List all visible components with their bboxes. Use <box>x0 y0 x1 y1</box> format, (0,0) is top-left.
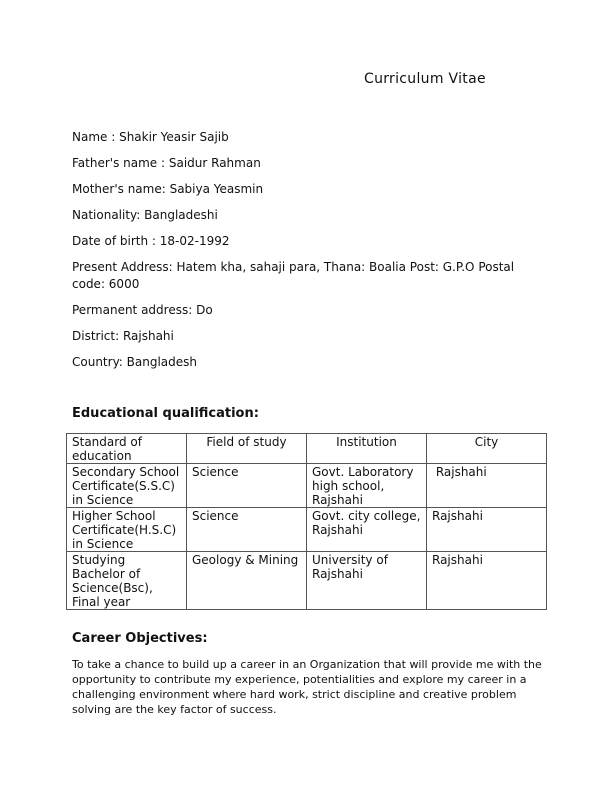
father-name-line: Father's name : Saidur Rahman <box>72 156 261 170</box>
date-of-birth-line: Date of birth : 18-02-1992 <box>72 234 230 248</box>
table-cell: Rajshahi <box>427 508 547 552</box>
career-objectives-heading: Career Objectives: <box>72 631 208 646</box>
district-line: District: Rajshahi <box>72 329 174 343</box>
table-cell: Govt. Laboratory high school, Rajshahi <box>307 464 427 508</box>
table-cell: Govt. city college, Rajshahi <box>307 508 427 552</box>
mother-name-line: Mother's name: Sabiya Yeasmin <box>72 182 264 196</box>
permanent-address-line: Permanent address: Do <box>72 303 213 317</box>
country-line: Country: Bangladesh <box>72 355 198 369</box>
table-cell: Studying Bachelor of Science(Bsc), Final year <box>67 552 187 610</box>
table-cell: Secondary School Certificate(S.S.C) in Science <box>67 464 187 508</box>
table-row <box>67 552 547 610</box>
nationality-line: Nationality: Bangladeshi <box>72 208 218 222</box>
header-institution: Institution <box>307 434 427 464</box>
table-cell: Higher School Certificate(H.S.C) in Science <box>67 508 187 552</box>
header-standard: Standard of education <box>67 434 187 464</box>
career-objectives-text: To take a chance to build up a career in an Organization that will provide me with the opportunity to contribute my experience, potentialities and explore my career in a challenging environment where hard work, strict discipline and creative problem solving are the key factor of success. <box>72 658 542 716</box>
education-table <box>66 433 547 610</box>
name-line: Name : Shakir Yeasir Sajib <box>72 130 229 144</box>
table-cell: Rajshahi <box>427 552 547 610</box>
table-row <box>67 508 547 552</box>
table-cell: Geology & Mining <box>187 552 307 610</box>
header-field: Field of study <box>187 434 307 464</box>
document-title: Curriculum Vitae <box>364 71 486 87</box>
present-address-line: Present Address: Hatem kha, sahaji para, Thana: Boalia Post: G.P.O Postal code: 6000 <box>72 260 515 291</box>
table-header-row <box>67 434 547 464</box>
table-cell: Science <box>187 508 307 552</box>
header-city: City <box>427 434 547 464</box>
education-heading: Educational qualification: <box>72 406 259 421</box>
table-cell: Rajshahi <box>427 464 547 508</box>
table-cell: University of Rajshahi <box>307 552 427 610</box>
table-row <box>67 464 547 508</box>
table-cell: Science <box>187 464 307 508</box>
